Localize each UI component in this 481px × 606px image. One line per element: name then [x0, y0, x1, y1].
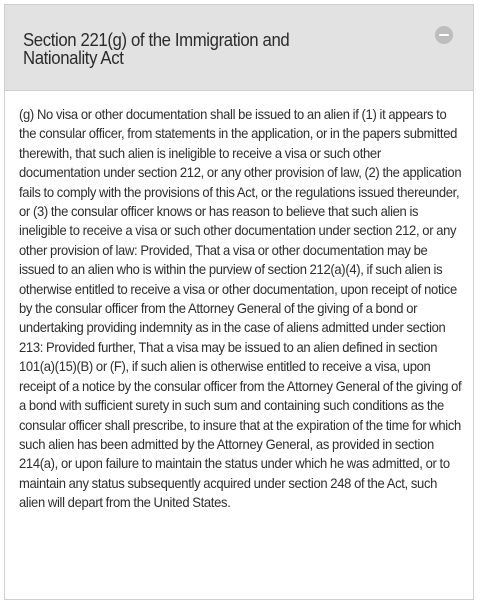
- panel-title: Section 221(g) of the Immigration and Nationality Act: [23, 30, 290, 68]
- accordion-header[interactable]: [5, 5, 473, 91]
- accordion-body: [5, 91, 473, 513]
- minus-circle-icon[interactable]: [435, 26, 453, 44]
- minus-glyph: [439, 34, 449, 36]
- accordion-panel: [4, 4, 474, 600]
- statute-text: (g) No visa or other documentation shall be issued to an alien if (1) it appears to the consular officer, from statements in the application, or in the papers submitted therewith, that such alien is ineligible to receive a visa or such other documentation under section 212, or any other provision of law, (2) the application fails to comply with the provisions of this Act, or the regulations issued thereunder, or (3) the consular officer knows or has reason to believe that such alien is ineligible to receive a visa or such other documentation under section 212, or any other provision of law: Provided, That a visa or other documentation may be issued to an alien who is within the purview of section 212(a)(4), if such alien is otherwise entitled to receive a visa or other documentation, upon receipt of notice by the consular officer from the Attorney General of the giving of a bond or undertaking providing indemnity as in the case of aliens admitted under section 213: Provided further, That a visa may be issued to an alien defined in section 101(a)(15)(B) or (F), if such alien is otherwise entitled to receive a visa, upon receipt of a notice by the consular officer from the Attorney General of the giving of a bond with sufficient surety in such sum and containing such conditions as the consular officer shall prescribe, to insure that at the expiration of the time for which such alien has been admitted by the Attorney General, as provided in section 214(a), or upon failure to maintain the status under which he was admitted, or to maintain any status subsequently acquired under section 248 of the Act, such alien will depart from the United States.: [19, 106, 462, 511]
